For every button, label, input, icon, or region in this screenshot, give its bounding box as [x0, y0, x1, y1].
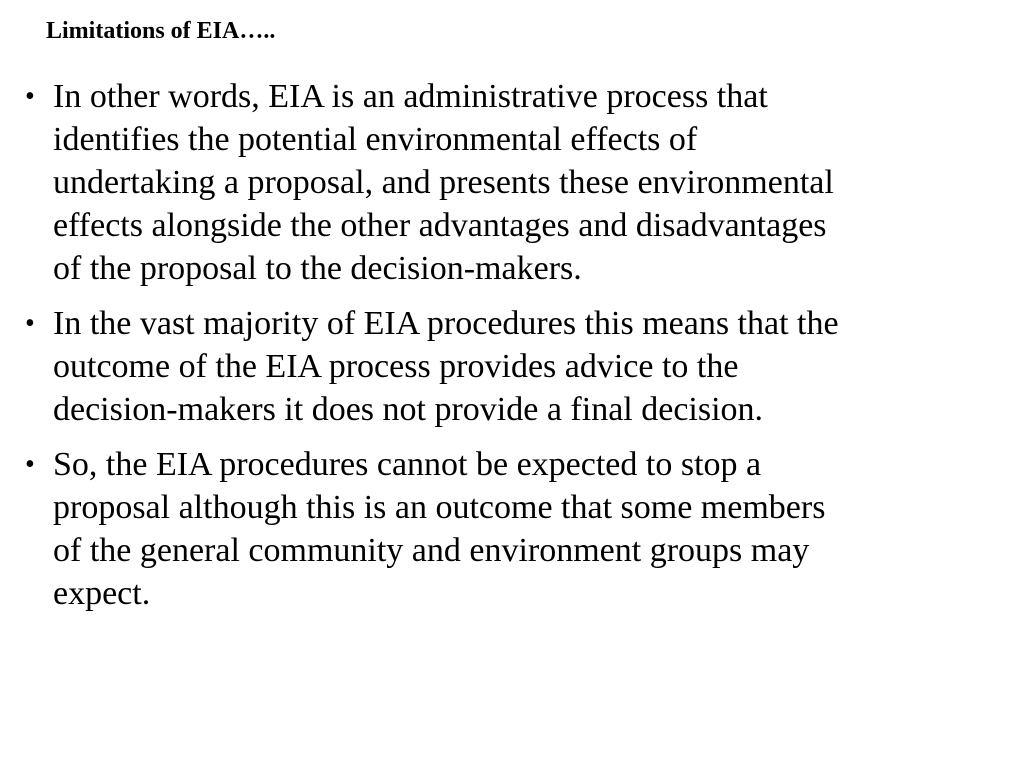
bullet-dot-icon: • [25, 81, 35, 112]
bullet-list [25, 75, 985, 627]
bullet-line: decision-makers it does not provide a final decision. [53, 391, 764, 428]
bullet-text [53, 75, 985, 290]
bullet-line: effects alongside the other advantages and disadvantages [53, 207, 827, 244]
bullet-line: of the general community and environment groups may [53, 532, 810, 569]
slide-title: Limitations of EIA….. [46, 18, 276, 44]
bullet-line: of the proposal to the decision-makers. [53, 250, 582, 287]
bullet-item [25, 443, 985, 615]
bullet-item [25, 75, 985, 290]
bullet-line: So, the EIA procedures cannot be expected to stop a [53, 446, 762, 483]
bullet-line: expect. [53, 575, 151, 612]
bullet-line: In other words, EIA is an administrative process that [53, 78, 768, 115]
bullet-line: proposal although this is an outcome that some members [53, 489, 826, 526]
bullet-line: identifies the potential environmental effects of [53, 121, 698, 158]
bullet-item [25, 302, 985, 431]
bullet-line: outcome of the EIA process provides advice to the [53, 348, 739, 385]
bullet-dot-icon: • [25, 449, 35, 480]
bullet-text [53, 302, 985, 431]
bullet-line: In the vast majority of EIA procedures this means that the [53, 305, 839, 342]
bullet-dot-icon: • [25, 308, 35, 339]
bullet-text [53, 443, 985, 615]
bullet-line: undertaking a proposal, and presents these environmental [53, 164, 834, 201]
